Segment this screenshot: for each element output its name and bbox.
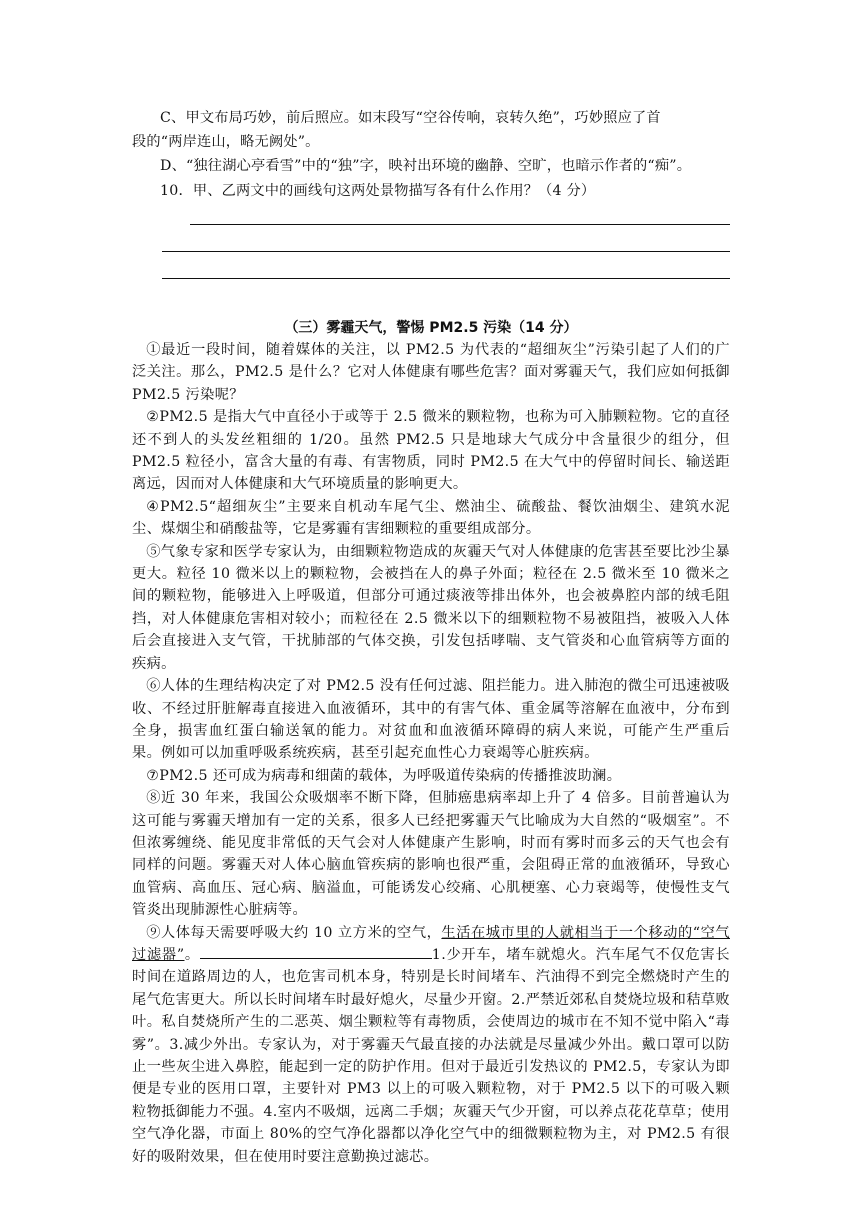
paragraph-9-rest: 1.少开车，堵车就熄火。汽车尾气不仅危害长时间在道路周边的人，也危害司机本身，特别是长时间堵车、汽油得不到完全燃烧时产生的尾气危害更大。所以长时间堵车时最好熄火，尽量少开窗。2.严禁近郊私自焚烧垃圾和秸草败叶。私自焚烧所产生的二恶英、烟尘颗粒等有毒物质，会使周边的城市在不知不觉中陷入“毒雾”。3.减少外出。专家认为，对于雾霾天气最直接的办法就是尽量减少外出。戴口罩可以防止一些灰尘进入鼻腔，能起到一定的防护作用。但对于最近引发热议的 PM2.5，专家认为即便是专业的医用口罩，主要针对 PM3 以上的可吸入颗粒物，对于 PM2.5 以下的可吸入颗粒物抵御能力不强。4.室内不吸烟，远离二手烟；灰霾天气少开窗，可以养点花花草草；使用空气净化器，市面上 80%的空气净化器都以净化空气中的细微颗粒物为主，对 PM2.5 有很好的吸附效果，但在使用时要注意勤换过滤芯。: [132, 946, 730, 1165]
paragraph-9-start: ⑨人体每天需要呼吸大约 10 立方米的空气，: [146, 924, 442, 941]
answer-line-3[interactable]: [162, 278, 730, 279]
article-body: [132, 339, 730, 1168]
answer-line-2[interactable]: [162, 251, 730, 252]
fill-in-blank[interactable]: [200, 944, 432, 959]
paragraph-2: ②PM2.5 是指大气中直径小于或等于 2.5 微米的颗粒物，也称为可入肺颗粒物。它的直径还不到人的头发丝粗细的 1/20。虽然 PM2.5 只是地球大气成分中含量很少的组分，但 PM2.5 粒径小，富含大量的有毒、有害物质，同时 PM2.5 在大气中的停留时间长、输送距离远，因而对人体健康和大气环境质量的影响更大。: [132, 409, 730, 493]
paragraph-8: ⑧近 30 年来，我国公众吸烟率不断下降，但肺癌患病率却上升了 4 倍多。目前普遍认为这可能与雾霾天增加有一定的关系，很多人已经把雾霾天气比喻成为大自然的“吸烟室”。不但浓雾缠绕、能见度非常低的天气会对人体健康产生影响，时而有雾时而多云的天气也会有同样的问题。雾霾天对人体心脑血管疾病的影响也很严重，会阻碍正常的血液循环，导致心血管病、高血压、冠心病、脑溢血，可能诱发心绞痛、心肌梗塞、心力衰竭等，使慢性支气管炎出现肺源性心脏病等。: [132, 790, 730, 919]
option-c-line1: C、甲文布局巧妙，前后照应。如末段写“空谷传响，哀转久绝”，巧妙照应了首: [160, 110, 661, 126]
answer-line-1[interactable]: [190, 224, 730, 225]
underlined-sentence: 生活在城市里的人就相当于一个移动的“空气过滤器”: [132, 924, 730, 963]
question-10: 10．甲、乙两文中的画线句这两处景物描写各有什么作用？（4 分）: [160, 183, 596, 199]
section-title: （三）雾霾天气，警惕 PM2.5 污染（14 分）: [284, 320, 578, 336]
paragraph-9: [132, 922, 730, 1168]
paragraph-6: ⑥人体的生理结构决定了对 PM2.5 没有任何过滤、阻拦能力。进入肺泡的微尘可迅速被吸收、不经过肝脏解毒直接进入血液循环，其中的有害气体、重金属等溶解在血液中，分布到全身，损害血红蛋白输送氧的能力。对贫血和血液循环障碍的病人来说，可能产生严重后果。例如可以加重呼吸系统疾病，甚至引起充血性心力衰竭等心脏疾病。: [132, 678, 730, 762]
paragraph-7: ⑦PM2.5 还可成为病毒和细菌的载体，为呼吸道传染病的传播推波助澜。: [146, 767, 622, 784]
paragraph-1: ①最近一段时间，随着媒体的关注，以 PM2.5 为代表的“超细灰尘”污染引起了人们的广泛关注。那么，PM2.5 是什么？它对人体健康有哪些危害？面对雾霾天气，我们应如何抵御 PM2.5 污染呢？: [132, 342, 730, 403]
option-c-line2: 段的“两岸连山，略无阙处”。: [132, 134, 320, 150]
paragraph-9-period: 。: [184, 946, 200, 963]
paragraph-5: ⑤气象专家和医学专家认为，由细颗粒物造成的灰霾天气对人体健康的危害甚至要比沙尘暴更大。粒径 10 微米以上的颗粒物，会被挡在人的鼻子外面；粒径在 2.5 微米至 10 微米之间的颗粒物，能够进入上呼吸道，但部分可通过痰液等排出体外，也会被鼻腔内部的绒毛阻挡，对人体健康危害相对较小；而粒径在 2.5 微米以下的细颗粒物不易被阻挡，被吸入人体后会直接进入支气管，干扰肺部的气体交换，引发包括哮喘、支气管炎和心血管病等方面的疾病。: [132, 543, 730, 672]
paragraph-4: ④PM2.5“超细灰尘”主要来自机动车尾气尘、燃油尘、硫酸盐、餐饮油烟尘、建筑水泥尘、煤烟尘和硝酸盐等，它是雾霾有害细颗粒的重要组成部分。: [132, 498, 730, 538]
option-d: D、“独往湖心亭看雪”中的“独”字，映衬出环境的幽静、空旷，也暗示作者的“痴”。: [160, 158, 692, 174]
